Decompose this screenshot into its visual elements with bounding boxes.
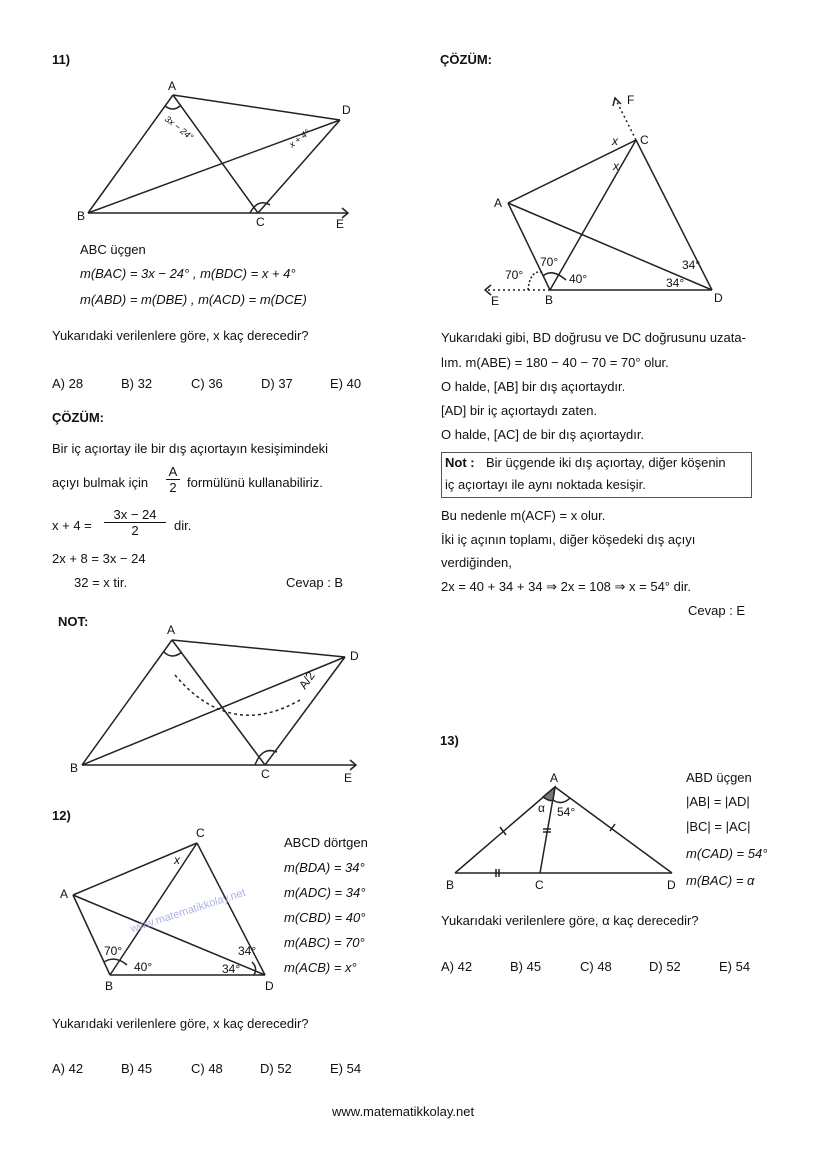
q11-question: Yukarıdaki verilenlere göre, x kaç derecedir? — [52, 328, 309, 343]
q13-given-1: |AB| = |AD| — [686, 794, 750, 809]
sol12-label-f: F — [627, 93, 635, 107]
q13-choice-a[interactable]: A) 42 — [441, 959, 473, 974]
q12-choice-d[interactable]: D) 52 — [260, 1061, 292, 1076]
q11-choice-b[interactable]: B) 32 — [121, 376, 153, 391]
sol12-line2-0: Bu nedenle m(ACF) = x olur. — [441, 508, 606, 523]
note-half-angle-label: A/2 — [295, 668, 318, 692]
sol12-answer: Cevap : E — [688, 603, 746, 618]
note-label-c: C — [261, 767, 270, 781]
q11-angle-d: x + 4° — [287, 127, 312, 150]
sol12-angle-70a: 70° — [505, 268, 524, 282]
q13-number: 13) — [440, 733, 459, 748]
sol11-fraction: $\frac{A}{2}$ — [166, 464, 180, 495]
q11-given-2: m(ABD) = m(DBE) , m(ACD) = m(DCE) — [80, 292, 307, 307]
q12-angle-34a: 34° — [238, 944, 257, 958]
q12-label-b: B — [105, 979, 114, 993]
q11-label-c: C — [256, 215, 265, 229]
q12-number: 12) — [52, 808, 71, 823]
q13-choice-d[interactable]: D) 52 — [649, 959, 681, 974]
sol11-answer: Cevap : B — [286, 575, 344, 590]
q13-question: Yukarıdaki verilenlere göre, α kaç derecedir? — [441, 913, 699, 928]
sol12-line2-3: 2x = 40 + 34 + 34 ⇒ 2x = 108 ⇒ x = 54° dir. — [441, 579, 691, 594]
q13-diagram — [446, 771, 676, 892]
q13-angle-54: 54° — [557, 805, 576, 819]
sol12-label-a: A — [494, 196, 503, 210]
q11-choice-a[interactable]: A) 28 — [52, 376, 84, 391]
q11-given-title: ABC üçgen — [80, 242, 146, 257]
q12-given-2: m(ADC) = 34° — [284, 885, 366, 900]
q12-given-1: m(BDA) = 34° — [284, 860, 365, 875]
sol11-eq1-fraction: $\frac{3x - 24}{2}$ — [104, 507, 166, 538]
q13-given-0: ABD üçgen — [686, 770, 752, 785]
sol12-label-b: B — [545, 293, 554, 307]
q12-given-3: m(CBD) = 40° — [284, 910, 366, 925]
q12-given-4: m(ABC) = 70° — [284, 935, 365, 950]
q13-given-4: m(BAC) = α — [686, 873, 755, 888]
sol12-line-4: O halde, [AC] de bir dış açıortaydır. — [441, 427, 645, 442]
sol11-eq2: 2x + 8 = 3x − 24 — [52, 551, 146, 566]
watermark: www.matematikkolay.net — [129, 886, 248, 936]
sol12-label-x1: x — [612, 134, 618, 148]
sol12-label-x2: x — [613, 159, 619, 173]
sol12-angle-40: 40° — [569, 272, 588, 286]
note-label-d: D — [350, 649, 359, 663]
note-title: NOT: — [58, 614, 89, 629]
note-diagram — [70, 623, 359, 785]
q12-choice-a[interactable]: A) 42 — [52, 1061, 84, 1076]
sol11-line2a: açıyı bulmak için — [52, 475, 149, 490]
note-label-a: A — [167, 623, 176, 637]
q13-given-2: |BC| = |AC| — [686, 819, 751, 834]
q11-choice-e[interactable]: E) 40 — [330, 376, 362, 391]
sol12-line-1: lım. m(ABE) = 180 − 40 − 70 = 70° olur. — [441, 355, 669, 370]
sol12-angle-70b: 70° — [540, 255, 559, 269]
sol12-note-line1: Bir üçgende iki dış açıortay, diğer köşenin — [486, 455, 726, 470]
q13-given-3: m(CAD) = 54° — [686, 846, 768, 861]
sol11-line2b: formülünü kullanabiliriz. — [187, 475, 323, 490]
q13-choice-b[interactable]: B) 45 — [510, 959, 542, 974]
sol11-title: ÇÖZÜM: — [52, 410, 104, 425]
q11-diagram — [77, 79, 351, 231]
footer-url[interactable]: www.matematikkolay.net — [332, 1104, 475, 1119]
sol11-eq3: 32 = x tir. — [74, 575, 128, 590]
q12-given-0: ABCD dörtgen — [284, 835, 368, 850]
q12-given-5: m(ACB) = x° — [284, 960, 357, 975]
q11-given-1: m(BAC) = 3x − 24° , m(BDC) = x + 4° — [80, 266, 296, 281]
sol12-line-2: O halde, [AB] bir dış açıortaydır. — [441, 379, 626, 394]
sol12-line-0: Yukarıdaki gibi, BD doğrusu ve DC doğrusunu uzata- — [441, 330, 746, 345]
sol11-line1: Bir iç açıortay ile bir dış açıortayın kesişimindeki — [52, 441, 328, 456]
q13-label-d: D — [667, 878, 676, 892]
q13-label-c: C — [535, 878, 544, 892]
q11-number: 11) — [52, 52, 71, 67]
q12-choice-b[interactable]: B) 45 — [121, 1061, 153, 1076]
sol12-angle-34b: 34° — [666, 276, 685, 290]
q12-label-a: A — [60, 887, 69, 901]
sol12-label-d: D — [714, 291, 723, 305]
sol12-angle-34a: 34° — [682, 258, 701, 272]
q11-choice-c[interactable]: C) 36 — [191, 376, 223, 391]
q12-angle-40: 40° — [134, 960, 153, 974]
q11-label-b: B — [77, 209, 86, 223]
sol12-line2-2: verdiğinden, — [441, 555, 512, 570]
q12-label-x: x — [174, 853, 180, 867]
q12-choice-e[interactable]: E) 54 — [330, 1061, 362, 1076]
q12-angle-70: 70° — [104, 944, 123, 958]
sol12-note-label: Not : — [445, 455, 475, 470]
q12-label-c: C — [196, 826, 205, 840]
sol12-diagram — [485, 93, 723, 308]
sol11-eq1-right: dir. — [174, 518, 192, 533]
sol12-title: ÇÖZÜM: — [440, 52, 492, 67]
note-label-b: B — [70, 761, 79, 775]
q11-label-d: D — [342, 103, 351, 117]
q13-label-a: A — [550, 771, 559, 785]
q12-diagram — [60, 826, 274, 993]
sol12-line2-1: İki iç açının toplamı, diğer köşedeki dış açıyı — [441, 532, 696, 547]
q13-label-alpha: α — [538, 801, 545, 815]
q11-choice-d[interactable]: D) 37 — [261, 376, 293, 391]
sol12-label-c: C — [640, 133, 649, 147]
sol12-label-e: E — [491, 294, 500, 308]
q13-choice-e[interactable]: E) 54 — [719, 959, 751, 974]
sol11-eq1-left: x + 4 = — [52, 518, 92, 533]
q11-angle-a: 3x − 24° — [162, 113, 196, 143]
q12-choice-c[interactable]: C) 48 — [191, 1061, 223, 1076]
q13-choice-c[interactable]: C) 48 — [580, 959, 612, 974]
q13-label-b: B — [446, 878, 455, 892]
sol12-line-3: [AD] bir iç açıortaydı zaten. — [441, 403, 598, 418]
q11-label-e: E — [336, 217, 345, 231]
q12-label-d: D — [265, 979, 274, 993]
sol12-note-line2: iç açıortayı ile aynı noktada kesişir. — [445, 477, 646, 492]
note-label-e: E — [344, 771, 353, 785]
q12-question: Yukarıdaki verilenlere göre, x kaç derecedir? — [52, 1016, 309, 1031]
q11-label-a: A — [168, 79, 177, 93]
q12-angle-34b: 34° — [222, 962, 241, 976]
